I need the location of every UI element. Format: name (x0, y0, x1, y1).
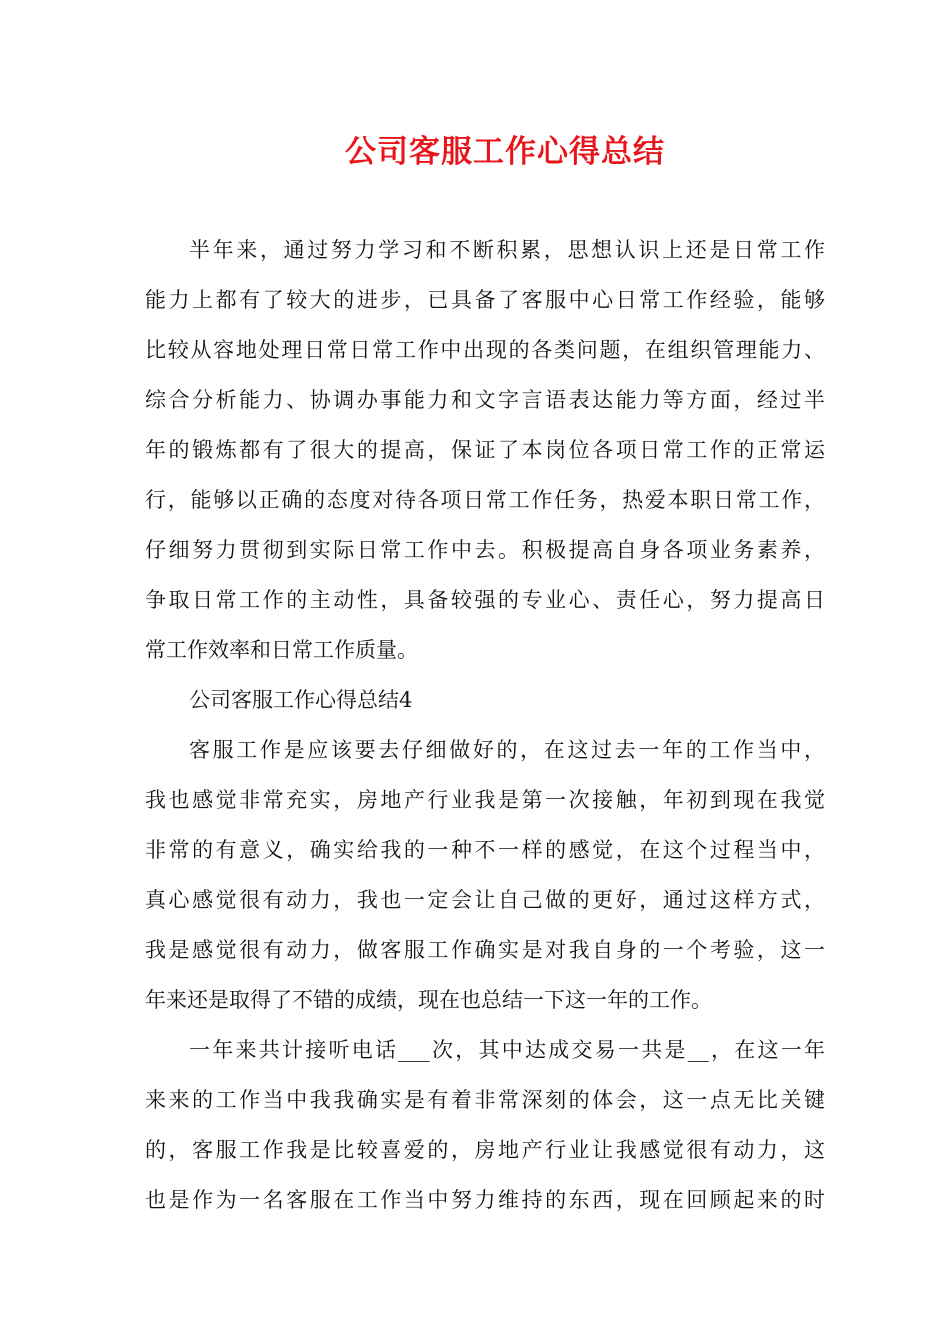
text-line: 行，能够以正确的态度对待各项日常工作任务，热爱本职日常工作， (145, 488, 825, 512)
text-line: 常工作效率和日常工作质量。 (145, 638, 418, 662)
text-line: 也是作为一名客服在工作当中努力维持的东西，现在回顾起来的时 (145, 1188, 825, 1212)
text-line: 比较从容地处理日常日常工作中出现的各类问题，在组织管理能力、 (145, 338, 825, 362)
text-line: 真心感觉很有动力，我也一定会让自己做的更好，通过这样方式， (145, 888, 825, 912)
text-line: 非常的有意义，确实给我的一种不一样的感觉，在这个过程当中， (145, 838, 825, 862)
text-line: 客服工作是应该要去仔细做好的，在这过去一年的工作当中， (189, 738, 825, 762)
text-line: 来来的工作当中我我确实是有着非常深刻的体会，这一点无比关键 (145, 1088, 825, 1112)
text-line: 半年来，通过努力学习和不断积累，思想认识上还是日常工作 (189, 238, 825, 262)
text-line: 能力上都有了较大的进步，已具备了客服中心日常工作经验，能够 (145, 288, 825, 312)
text-line: 年的锻炼都有了很大的提高，保证了本岗位各项日常工作的正常运 (145, 438, 825, 462)
document-body (145, 225, 825, 1225)
text-line: 仔细努力贯彻到实际日常工作中去。积极提高自身各项业务素养， (145, 538, 825, 562)
text-line: 的，客服工作我是比较喜爱的，房地产行业让我感觉很有动力，这 (145, 1138, 825, 1162)
text-line: 争取日常工作的主动性，具备较强的专业心、责任心，努力提高日 (145, 588, 825, 612)
document-title: 公司客服工作心得总结 (345, 134, 665, 170)
text-line: 一年来共计接听电话___次，其中达成交易一共是__，在这一年 (189, 1038, 825, 1062)
text-line: 我也感觉非常充实，房地产行业我是第一次接触，年初到现在我觉 (145, 788, 825, 812)
section-heading: 公司客服工作心得总结4 (189, 688, 413, 712)
text-line: 年来还是取得了不错的成绩，现在也总结一下这一年的工作。 (145, 988, 712, 1012)
text-line: 我是感觉很有动力，做客服工作确实是对我自身的一个考验，这一 (145, 938, 825, 962)
text-line: 综合分析能力、协调办事能力和文字言语表达能力等方面，经过半 (145, 388, 825, 412)
